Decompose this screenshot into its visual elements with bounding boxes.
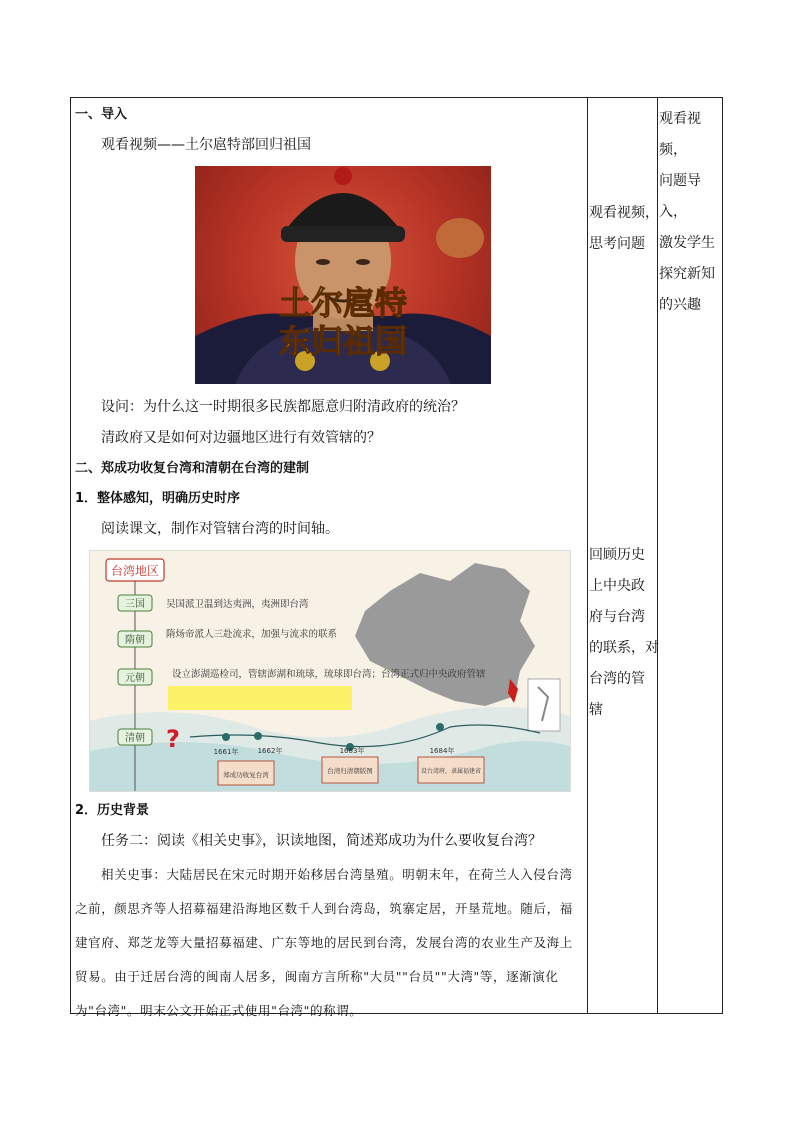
year-label: 1662年 (257, 747, 283, 755)
related-history-paragraph (75, 858, 583, 1028)
intent-line: 观看视频， (659, 111, 701, 158)
subsection1-heading: 1．整体感知，明确历史时序 (75, 491, 241, 506)
student-activity-cell-1 (589, 198, 659, 260)
event-label: 设台湾府，隶属福建省 (420, 768, 482, 775)
related-history-text: 相关史事：大陆居民在宋元时期开始移居台湾垦殖。明朝末年，在荷兰人入侵台湾之前，颜思齐等人招募福建沿海地区数千人到台湾岛，筑寨定居，开垦荒地。随后，福建官府、郑芝龙等大量招募福建、广东等地的居民到台湾，发展台湾的农业生产及海上贸易。由于迁居台湾的闽南人居多，闽南方言所称"大员""台员""大湾"等，逐渐演化为"台湾"。明末公文开始正式使用"台湾"的称谓。 (75, 867, 573, 1018)
student-line: 回顾历史 (589, 547, 645, 563)
intent-line: 问题导入， (659, 173, 701, 220)
intent-line: 的兴趣 (659, 297, 701, 313)
section1-heading: 一、导入 (75, 107, 128, 122)
image-caption-line1: 土尔扈特 (278, 284, 408, 322)
student-activity-cell-2 (589, 540, 659, 726)
event-label: 台湾归清朝版图 (327, 767, 373, 775)
student-line: 思考问题 (589, 236, 645, 252)
timeline-title: 台湾地区 (110, 564, 160, 578)
lesson-table (70, 97, 723, 1018)
task2-text: 任务二：阅读《相关史事》，识读地图，简述郑成功为什么要收复台湾？ (101, 833, 542, 849)
design-intent-cell (659, 104, 722, 321)
era-text: 隋炀帝派人三赴流求，加强与流求的联系 (166, 629, 338, 640)
subsection1-text: 阅读课文，制作对管辖台湾的时间轴。 (101, 521, 339, 537)
intent-line: 激发学生 (659, 235, 715, 251)
video-line: 观看视频——土尔扈特部回归祖国 (101, 137, 311, 153)
era-label: 元朝 (125, 673, 145, 684)
year-label: 1661年 (213, 748, 239, 756)
era-text: 吴国派卫温到达夷洲，夷洲即台湾 (166, 599, 309, 610)
column-divider (587, 98, 588, 1013)
intent-line: 探究新知 (659, 266, 715, 282)
student-line: 台湾的管 (589, 671, 645, 687)
image-caption-line2: 东归祖国 (278, 322, 408, 360)
era-label: 清朝 (125, 733, 145, 744)
event-label: 郑成功收复台湾 (223, 771, 269, 779)
subsection2-heading: 2．历史背景 (75, 803, 150, 818)
era-label: 三国 (125, 599, 145, 610)
video-still-image (195, 166, 491, 384)
year-label: 1683年 (339, 747, 365, 755)
student-line: 府与台湾 (589, 609, 645, 625)
question-mark: ? (166, 725, 180, 753)
question-1: 设问：为什么这一时期很多民族都愿意归附清政府的统治？ (101, 399, 465, 415)
teaching-content-cell (71, 98, 587, 1018)
era-label: 隋朝 (125, 635, 145, 646)
student-line: 的联系，对 (589, 640, 659, 656)
timeline-map-image (89, 550, 571, 792)
student-line: 观看视频， (589, 205, 659, 221)
year-label: 1684年 (429, 747, 455, 755)
section2-heading: 二、郑成功收复台湾和清朝在台湾的建制 (75, 461, 310, 476)
question-2: 清政府又是如何对边疆地区进行有效管辖的？ (101, 430, 381, 446)
student-line: 辖 (589, 702, 603, 718)
student-line: 上中央政 (589, 578, 645, 594)
era-text: 设立澎湖巡检司，管辖澎湖和琉球，琉球即台湾；台湾正式归中央政府管辖 (172, 669, 486, 680)
